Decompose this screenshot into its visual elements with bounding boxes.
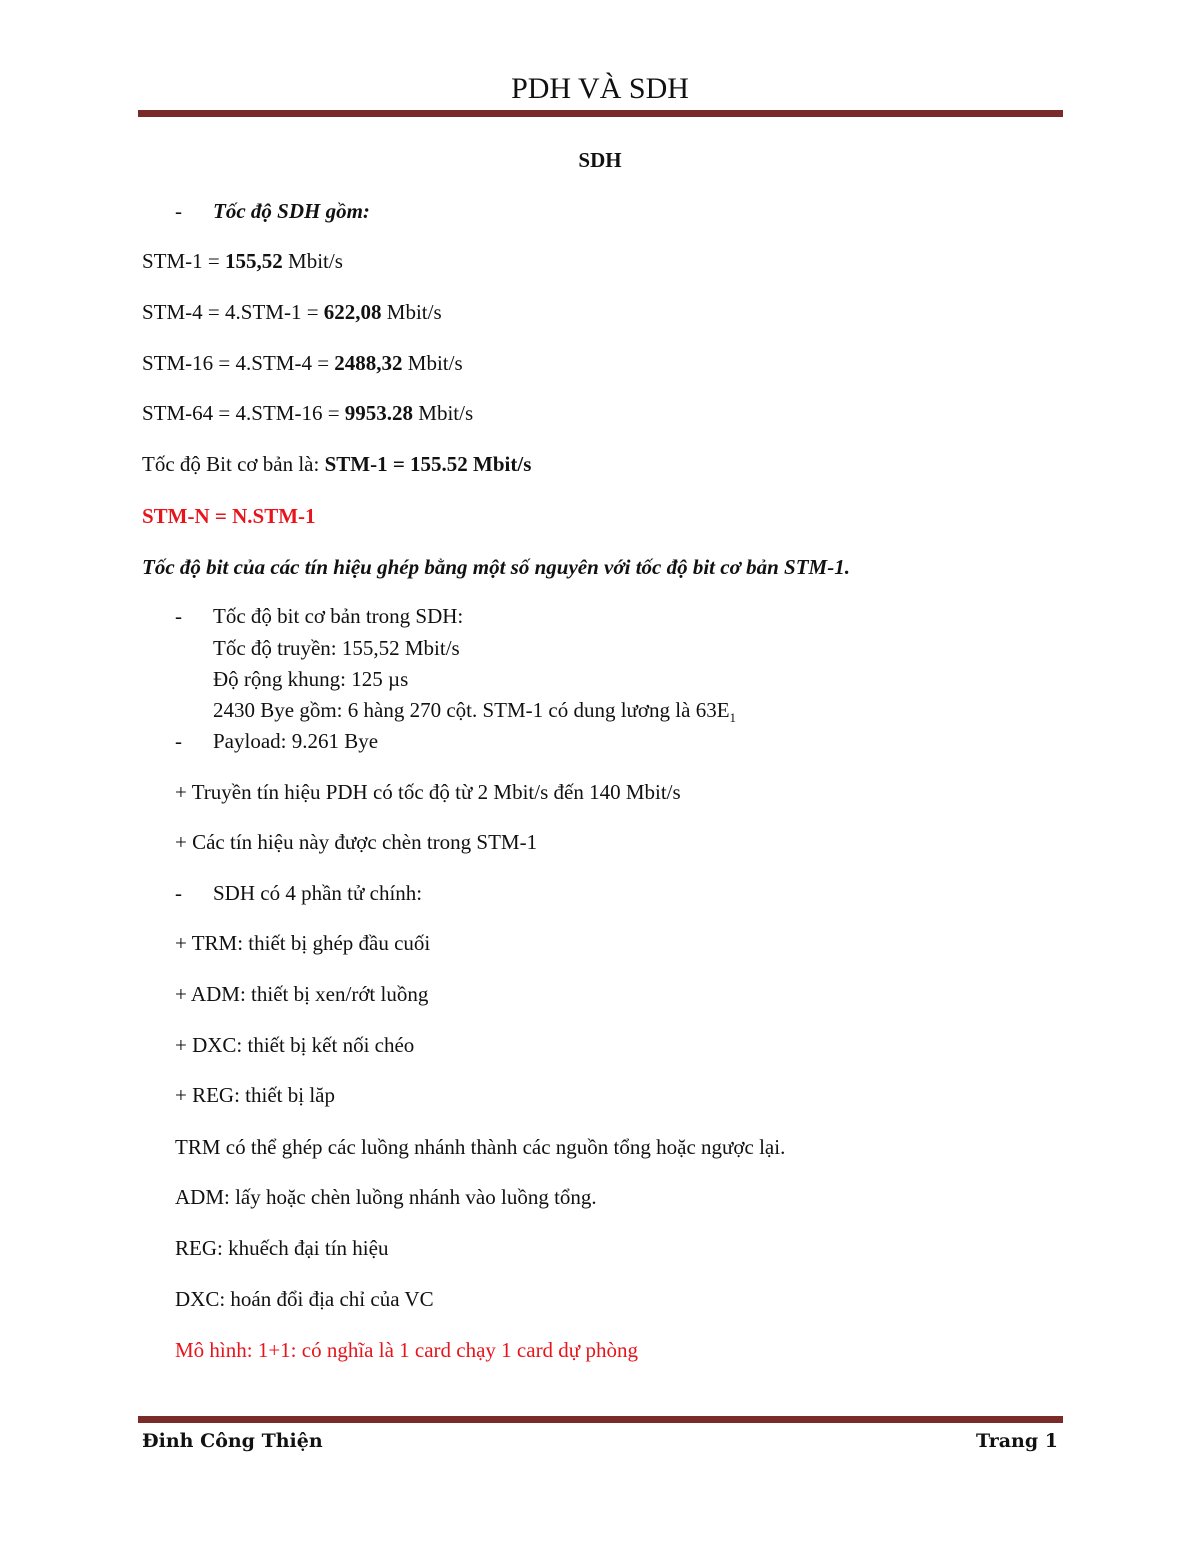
stm-rate-label: STM-4 = 4.STM-1 = — [142, 300, 324, 324]
stm-rate-label: STM-64 = 4.STM-16 = — [142, 401, 345, 425]
stm-rate-value: 155,52 — [225, 249, 283, 273]
stm-rate-label: STM-1 = — [142, 249, 226, 273]
payload-text: Payload: 9.261 Bye — [213, 729, 379, 753]
element-item: + ADM: thiết bị xen/rớt luồng — [175, 982, 429, 1006]
speed-heading-text: Tốc độ SDH gồm: — [213, 199, 370, 223]
pdh-note: + Truyền tín hiệu PDH có tốc độ từ 2 Mbit/s đến 140 Mbit/s — [175, 780, 681, 804]
stm-rate-line — [142, 401, 473, 426]
stm-rate-unit: Mbit/s — [282, 249, 343, 273]
stm-rate-line — [142, 249, 343, 274]
elements-title-line — [175, 881, 422, 906]
header-rule — [138, 110, 1063, 117]
element-item: + REG: thiết bị lăp — [175, 1083, 335, 1107]
stm-rate-value: 622,08 — [323, 300, 382, 324]
payload-line — [175, 729, 378, 754]
frame-line-text: 2430 Bye gồm: 6 hàng 270 cột. STM-1 có dung lương là 63E — [213, 698, 730, 722]
stm-rate-unit: Mbit/s — [413, 401, 474, 425]
stm-rate-value: 9953.28 — [344, 401, 414, 425]
base-bit-title: Tốc độ bit cơ bản trong SDH: — [213, 604, 464, 628]
description-line: ADM: lấy hoặc chèn luồng nhánh vào luồng tổng. — [175, 1185, 597, 1209]
formula: STM-N = N.STM-1 — [142, 504, 316, 528]
bullet-dash: - — [175, 729, 182, 753]
description-line: DXC: hoán đổi địa chỉ của VC — [175, 1287, 434, 1311]
footer-author: Đinh Công Thiện — [142, 1430, 323, 1452]
stm-rate-unit: Mbit/s — [381, 300, 442, 324]
footer-rule — [138, 1416, 1063, 1423]
bullet-dash: - — [175, 881, 182, 905]
stm-rate-line — [142, 300, 442, 325]
base-rate-label: Tốc độ Bit cơ bản là: — [142, 452, 325, 476]
description-line: REG: khuếch đại tín hiệu — [175, 1236, 389, 1260]
formula-note: Tốc độ bit của các tín hiệu ghép bằng một số nguyên với tốc độ bit cơ bản STM-1. — [142, 555, 850, 579]
base-bit-line: Tốc độ truyền: 155,52 Mbit/s — [213, 636, 460, 660]
footer-page-number: Trang 1 — [975, 1430, 1058, 1452]
bullet-dash: - — [175, 604, 182, 628]
base-bit-line: Độ rộng khung: 125 µs — [213, 667, 409, 691]
stm-rate-label: STM-16 = 4.STM-4 = — [142, 351, 335, 375]
bullet-dash: - — [175, 199, 182, 223]
element-item: + TRM: thiết bị ghép đầu cuối — [175, 931, 431, 955]
stm-rate-unit: Mbit/s — [402, 351, 463, 375]
base-rate-line — [142, 452, 531, 477]
element-item: + DXC: thiết bị kết nối chéo — [175, 1033, 415, 1057]
page-header-title: PDH VÀ SDH — [511, 72, 689, 105]
speed-heading — [175, 199, 370, 224]
model-note: Mô hình: 1+1: có nghĩa là 1 card chạy 1 card dự phòng — [175, 1338, 638, 1362]
base-bit-title-line — [175, 604, 463, 629]
section-title: SDH — [578, 148, 622, 172]
frame-line — [213, 698, 736, 726]
stm-rate-line — [142, 351, 463, 376]
elements-title: SDH có 4 phần tử chính: — [213, 881, 423, 905]
stm-rate-value: 2488,32 — [334, 351, 403, 375]
base-rate-value: STM-1 = 155.52 Mbit/s — [324, 452, 532, 476]
description-line: TRM có thể ghép các luồng nhánh thành các nguồn tổng hoặc ngược lại. — [175, 1135, 786, 1159]
frame-line-subscript: 1 — [729, 710, 737, 726]
pdh-note: + Các tín hiệu này được chèn trong STM-1 — [175, 830, 538, 854]
